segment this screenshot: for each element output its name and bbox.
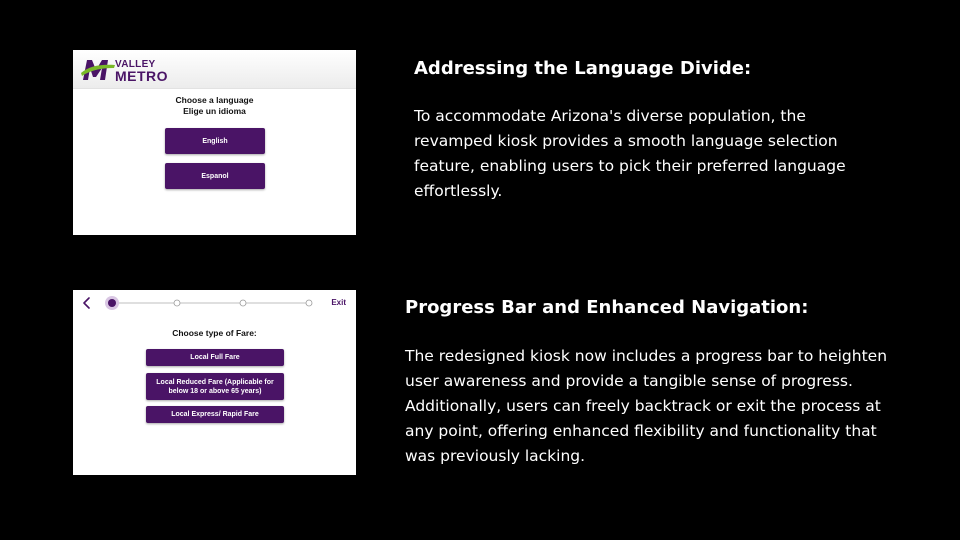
language-kiosk-screenshot — [73, 50, 356, 235]
english-button[interactable]: English — [165, 128, 265, 154]
local-full-fare-button[interactable]: Local Full Fare — [146, 349, 284, 366]
progress-step-2 — [174, 300, 180, 306]
exit-button[interactable]: Exit — [331, 298, 346, 307]
kiosk-header — [73, 50, 356, 89]
section-2-heading: Progress Bar and Enhanced Navigation: — [405, 297, 809, 318]
progress-step-1 — [108, 299, 116, 307]
section-2-body: The redesigned kiosk now includes a progress bar to heighten user awareness and provide a tangible sense of progress. Additionally, users can freely backtrack or exit the process at any point, offering enhanced flexibility and functionality that was previously lacking. — [405, 347, 888, 465]
progress-step-3 — [240, 300, 246, 306]
logo-text-valley: VALLEY — [115, 59, 156, 70]
language-prompt-spanish: Elige un idioma — [183, 106, 246, 116]
section-1-heading: Addressing the Language Divide: — [414, 58, 752, 79]
progress-bar — [105, 295, 317, 311]
section-progress-navigation — [405, 297, 890, 469]
chevron-left-icon[interactable] — [82, 297, 92, 309]
progress-step-4 — [306, 300, 312, 306]
fare-prompt: Choose type of Fare: — [172, 328, 257, 338]
local-express-rapid-fare-button[interactable]: Local Express/ Rapid Fare — [146, 406, 284, 423]
valley-metro-logo — [81, 56, 181, 84]
logo-text-metro: METRO — [115, 68, 169, 84]
espanol-button[interactable]: Espanol — [165, 163, 265, 189]
fare-kiosk-screenshot — [73, 290, 356, 475]
local-reduced-fare-button[interactable]: Local Reduced Fare (Applicable for below 18 or above 65 years) — [146, 373, 284, 400]
language-prompt-english: Choose a language — [175, 95, 254, 105]
section-language-divide — [414, 58, 884, 204]
section-1-body: To accommodate Arizona's diverse population, the revamped kiosk provides a smooth language selection feature, enabling users to pick their preferred language effortlessly. — [414, 107, 846, 200]
metro-m-icon — [81, 56, 115, 82]
